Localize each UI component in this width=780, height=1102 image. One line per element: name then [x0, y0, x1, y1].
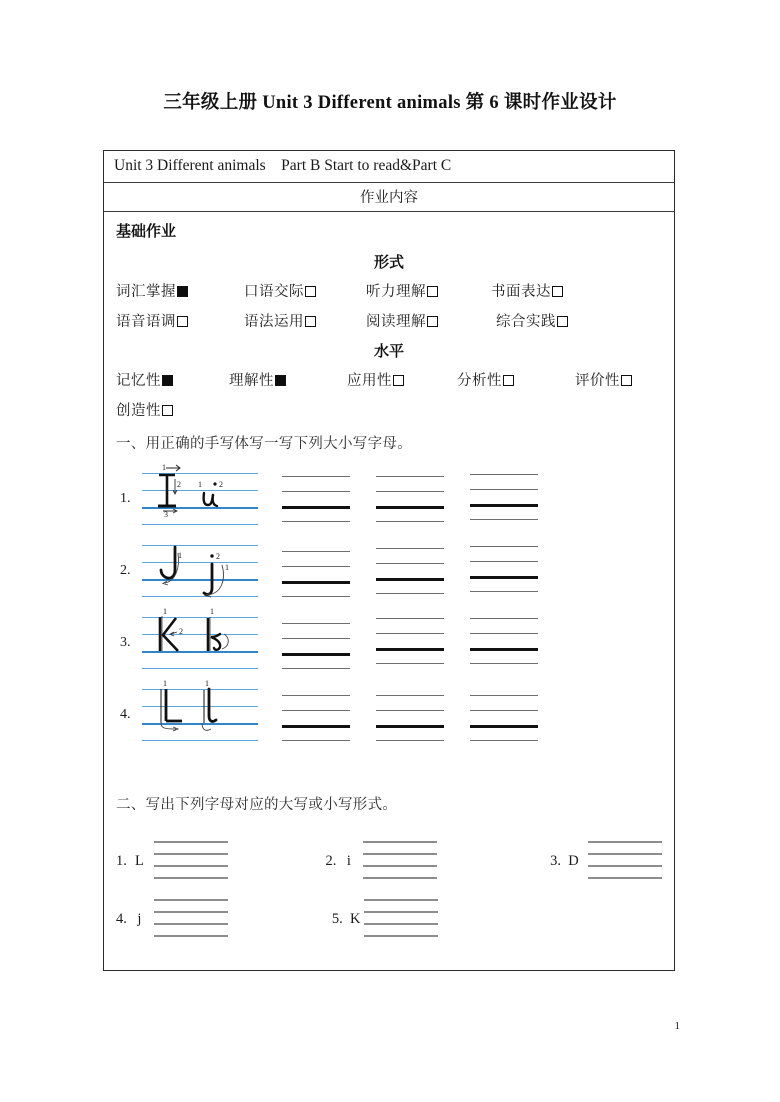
letter-model-I-i [142, 463, 258, 527]
svg-text:1: 1 [163, 607, 167, 616]
svg-text:1: 1 [198, 480, 202, 489]
blank-line [282, 710, 350, 711]
blank-line [154, 865, 228, 867]
blank-group[interactable] [470, 544, 538, 594]
blank-line [588, 865, 662, 867]
option-label: 理解性 [229, 373, 274, 389]
blank-line [470, 519, 538, 520]
blank-line [376, 563, 444, 564]
svg-text:1: 1 [163, 679, 167, 688]
checkbox-icon[interactable] [177, 316, 188, 327]
blank-line [154, 877, 228, 879]
checkbox-icon[interactable] [275, 375, 286, 386]
blank-line [470, 546, 538, 547]
option-label: 阅读理解 [366, 314, 426, 330]
fill-item-3[interactable] [550, 841, 662, 881]
blank-line [364, 911, 438, 913]
blank-line [376, 548, 444, 549]
svg-text:1: 1 [178, 551, 182, 560]
option-vocabulary[interactable] [116, 280, 244, 301]
practice-blanks [282, 615, 538, 671]
handwriting-row [116, 463, 662, 535]
blank-line [364, 899, 438, 901]
blank-line [376, 618, 444, 619]
option-label: 综合实践 [496, 314, 556, 330]
fill-item-5[interactable] [332, 899, 438, 939]
option-label: 记忆性 [116, 373, 161, 389]
blank-line [363, 877, 437, 879]
letter-model-J-j [142, 543, 258, 599]
blank-line [282, 638, 350, 639]
option-label: 听力理解 [366, 284, 426, 300]
item-letter: j [137, 910, 142, 927]
four-line-guide [142, 463, 258, 527]
practice-blanks [282, 687, 538, 743]
four-line-guide [142, 607, 258, 671]
blank-line [363, 841, 437, 843]
blank-group[interactable] [470, 616, 538, 666]
worksheet-body [104, 212, 674, 970]
option-label: 口语交际 [244, 284, 304, 300]
checkbox-icon[interactable] [503, 375, 514, 386]
option-writing[interactable] [491, 280, 563, 301]
blank-baseline [376, 578, 444, 581]
blank-line [363, 853, 437, 855]
blank-group[interactable] [376, 616, 444, 666]
row-number: 4. [120, 707, 131, 722]
svg-text:1: 1 [225, 563, 229, 572]
blank-line [364, 935, 438, 937]
handwriting-list [116, 463, 662, 751]
row-number: 3. [120, 635, 131, 650]
blank-line [470, 710, 538, 711]
letter-model-L-l [142, 679, 258, 743]
blank-baseline [470, 576, 538, 579]
blank-group[interactable] [470, 472, 538, 522]
option-pronunciation[interactable] [116, 310, 244, 331]
checkbox-icon[interactable] [557, 316, 568, 327]
level-heading: 水平 [373, 343, 404, 360]
blank-line [376, 695, 444, 696]
form-heading: 形式 [373, 254, 404, 271]
blank-line [470, 633, 538, 634]
option-oral[interactable] [244, 280, 366, 301]
blank-baseline [376, 506, 444, 509]
svg-text:1: 1 [162, 463, 166, 472]
option-creation[interactable] [116, 399, 173, 420]
option-label: 语法运用 [244, 314, 304, 330]
page-title: 三年级上册 Unit 3 Different animals 第 6 课时作业设计 [163, 93, 617, 113]
fill-item-1[interactable] [116, 841, 228, 881]
checkbox-icon[interactable] [305, 316, 316, 327]
blank-line [282, 551, 350, 552]
fill-item-2[interactable] [326, 841, 438, 881]
blank-line [376, 663, 444, 664]
form-options-row-2 [116, 310, 662, 331]
blank-line [282, 566, 350, 567]
blank-line [154, 899, 228, 901]
blank-line [588, 853, 662, 855]
blank-line [588, 877, 662, 879]
worksheet-table [103, 150, 675, 971]
checkbox-icon[interactable] [393, 375, 404, 386]
blank-line [470, 663, 538, 664]
practice-blanks [282, 474, 538, 524]
blank-baseline [282, 653, 350, 656]
blank-line [588, 841, 662, 843]
checkbox-icon[interactable] [162, 405, 173, 416]
blank-baseline [282, 506, 350, 509]
blank-baseline [470, 648, 538, 651]
blank-line [470, 695, 538, 696]
fill-in-list [116, 832, 662, 948]
option-listening[interactable] [366, 280, 491, 301]
option-label: 语音语调 [116, 314, 176, 330]
option-label: 书面表达 [491, 284, 551, 300]
checkbox-icon[interactable] [162, 375, 173, 386]
fill-item-4[interactable] [116, 899, 228, 939]
option-analysis[interactable] [457, 369, 575, 390]
section-label-basic: 基础作业 [116, 223, 177, 240]
option-reading[interactable] [366, 310, 496, 331]
item-index: 3. [550, 852, 561, 869]
level-options-row-1 [116, 369, 662, 390]
answer-blank[interactable] [588, 841, 662, 881]
blank-line [282, 623, 350, 624]
blank-group[interactable] [376, 693, 444, 743]
blank-group[interactable] [470, 693, 538, 743]
blank-line [282, 740, 350, 741]
fill-row [116, 832, 662, 890]
handwriting-row [116, 607, 662, 679]
option-label: 分析性 [457, 373, 502, 389]
blank-group[interactable] [376, 474, 444, 524]
option-comprehension[interactable] [229, 369, 347, 390]
blank-line [376, 710, 444, 711]
svg-text:2: 2 [177, 480, 181, 489]
blank-line [376, 633, 444, 634]
row-number: 1. [120, 491, 131, 506]
blank-line [154, 841, 228, 843]
answer-blank[interactable] [363, 841, 437, 881]
blank-line [282, 521, 350, 522]
option-grammar[interactable] [244, 310, 366, 331]
blank-line [154, 911, 228, 913]
option-evaluation[interactable] [575, 369, 632, 390]
option-memory[interactable] [116, 369, 229, 390]
blank-baseline [376, 725, 444, 728]
blank-line [376, 593, 444, 594]
option-label: 应用性 [347, 373, 392, 389]
blank-group[interactable] [282, 621, 350, 671]
checkbox-icon[interactable] [427, 316, 438, 327]
blank-line [470, 618, 538, 619]
blank-group[interactable] [282, 693, 350, 743]
option-application[interactable] [347, 369, 457, 390]
svg-text:2: 2 [219, 480, 223, 489]
blank-line [364, 923, 438, 925]
handwriting-row [116, 535, 662, 607]
form-options-row-1 [116, 280, 662, 301]
blank-line [376, 740, 444, 741]
item-index: 4. [116, 910, 127, 927]
blank-line [154, 923, 228, 925]
blank-group[interactable] [282, 549, 350, 599]
item-index: 2. [325, 852, 337, 869]
handwriting-row [116, 679, 662, 751]
blank-baseline [282, 581, 350, 584]
four-line-guide [142, 679, 258, 743]
blank-line [282, 596, 350, 597]
blank-line [376, 491, 444, 492]
blank-baseline [282, 725, 350, 728]
blank-group[interactable] [376, 546, 444, 596]
blank-line [154, 935, 228, 937]
checkbox-icon[interactable] [427, 286, 438, 297]
svg-text:2: 2 [216, 552, 220, 561]
item-letter: K [350, 910, 361, 927]
content-header-row: 作业内容 [104, 183, 674, 212]
blank-line [154, 853, 228, 855]
fill-row [116, 890, 662, 948]
blank-line [282, 668, 350, 669]
blank-line [470, 591, 538, 592]
row-number: 2. [120, 563, 131, 578]
checkbox-icon[interactable] [621, 375, 632, 386]
blank-line [470, 561, 538, 562]
option-label: 词汇掌握 [116, 284, 176, 300]
checkbox-icon[interactable] [305, 286, 316, 297]
letter-model-K-k [142, 607, 258, 671]
item-letter: L [134, 852, 144, 869]
svg-text:2: 2 [179, 627, 183, 636]
option-practice[interactable] [496, 310, 568, 331]
blank-baseline [470, 504, 538, 507]
page-number: 1 [674, 1020, 680, 1032]
unit-row: Unit 3 Different animals Part B Start to read&Part C [104, 151, 674, 183]
blank-line [282, 695, 350, 696]
blank-line [363, 865, 437, 867]
answer-blank[interactable] [154, 841, 228, 881]
item-index: 1. [116, 852, 127, 869]
checkbox-icon[interactable] [552, 286, 563, 297]
blank-line [282, 476, 350, 477]
checkbox-icon[interactable] [177, 286, 188, 297]
svg-text:3: 3 [164, 510, 168, 519]
blank-line [470, 740, 538, 741]
level-options-row-2 [116, 399, 662, 420]
blank-line [376, 521, 444, 522]
blank-line [376, 476, 444, 477]
item-letter: i [346, 852, 351, 869]
blank-line [282, 491, 350, 492]
item-letter: D [568, 852, 579, 869]
item-index: 5. [331, 910, 343, 927]
blank-line [470, 474, 538, 475]
answer-blank[interactable] [364, 899, 438, 939]
svg-text:1: 1 [210, 607, 214, 616]
option-label: 评价性 [575, 373, 620, 389]
exercise1-heading: 一、用正确的手写体写一写下列大小写字母。 [116, 436, 412, 452]
four-line-guide [142, 543, 258, 599]
svg-text:1: 1 [205, 679, 209, 688]
practice-blanks [282, 543, 538, 599]
option-label: 创造性 [116, 403, 161, 419]
blank-baseline [376, 648, 444, 651]
blank-group[interactable] [282, 474, 350, 524]
exercise2-heading: 二、写出下列字母对应的大写或小写形式。 [116, 797, 398, 813]
answer-blank[interactable] [154, 899, 228, 939]
blank-line [470, 489, 538, 490]
blank-baseline [470, 725, 538, 728]
